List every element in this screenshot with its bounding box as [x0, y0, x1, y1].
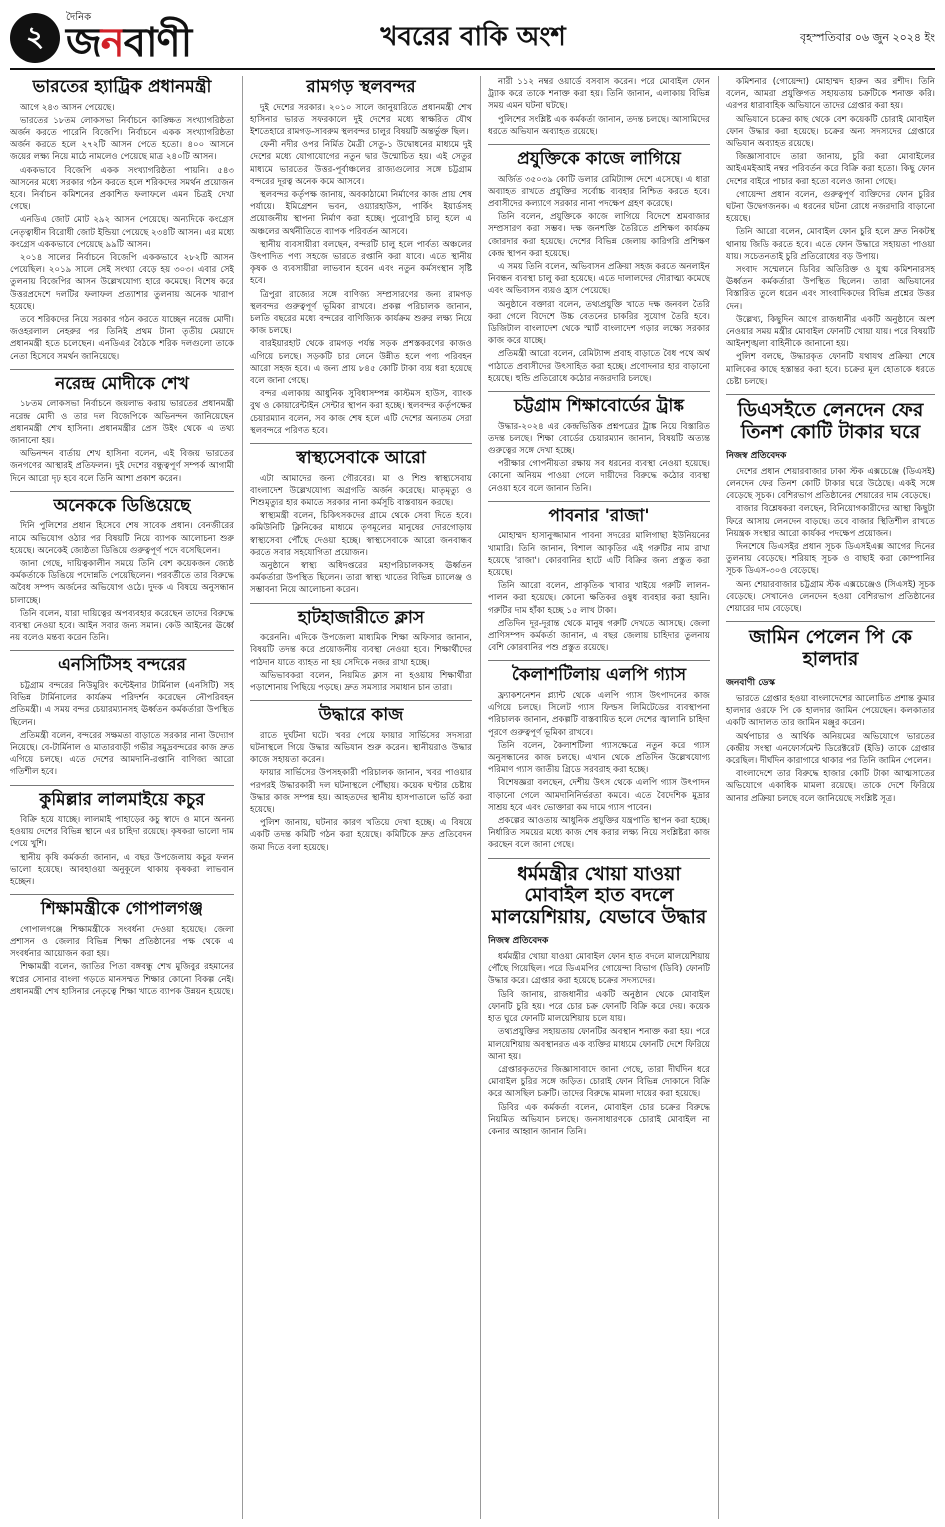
article-paragraph: ১৮তম লোকসভা নির্বাচনে জয়লাভ করায় ভারতের প্রধানমন্ত্রী নরেন্দ্র মোদী ও তার দল বিজেপিকে অভিনন্দন জানিয়েছেন প্রধানমন্ত্রী শেখ হাসিনা। প্রধানমন্ত্রীর প্রেস উইং থেকে এ তথ্য জানানো হয়।	[10, 399, 234, 446]
article-headline: কৈলাশটিলায় এলপি গ্যাস	[511, 665, 687, 686]
article-paragraph: দুই দেশের সরকার। ২০১০ সালে জানুয়ারিতে প্রধানমন্ত্রী শেখ হাসিনার ভারত সফরকালে দুই দেশের মধ্যে স্বাক্ষরিত যৌথ ইশতেহারে রামগড়-সাবরুম স্থলবন্দর চালুর বিষয়টি অন্তর্ভুক্ত ছিল।	[250, 102, 472, 137]
masthead	[10, 8, 935, 70]
article-paragraph: ফায়ার সার্ভিসের উপসহকারী পরিচালক জানান, খবর পাওয়ার পরপরই উদ্ধারকারী দল ঘটনাস্থলে পৌঁছায়। কয়েক ঘণ্টার চেষ্টায় উদ্ধার কাজ সম্পন্ন হয়। আহতদের স্থানীয় হাসপাতালে ভর্তি করা হয়েছে।	[250, 768, 472, 815]
article-divider	[726, 394, 935, 395]
page-number-badge: ২	[10, 13, 60, 63]
article-paragraph: জানা গেছে, দায়িত্বকালীন সময়ে তিনি বেশ কয়েকজন জ্যেষ্ঠ কর্মকর্তাকে ডিঙিয়ে পদোন্নতি পেয়েছিলেন। পরবর্তীতে তার বিরুদ্ধে অবৈধ সম্পদ অর্জনের অভিযোগ ওঠে। দুদক এ বিষয়ে অনুসন্ধান চালাচ্ছে।	[10, 558, 234, 606]
article-divider	[250, 603, 472, 604]
article	[726, 400, 935, 615]
article-body	[250, 632, 472, 694]
article-headline: ধর্মমন্ত্রীর খোয়া যাওয়া মোবাইল হাত বদলে মালয়েশিয়ায়, যেভাবে উদ্ধার	[491, 862, 707, 929]
article-body	[250, 730, 472, 854]
article	[488, 507, 710, 655]
article-paragraph: ফ্র্যাকশনেশন প্ল্যান্ট থেকে এলপি গ্যাস উৎপাদনের কাজ এগিয়ে চলছে। সিলেট গ্যাস ফিল্ডস লিমিটেডের ব্যবস্থাপনা পরিচালক জানান, প্রকল্পটি বাস্তবায়িত হলে দেশের জ্বালানি চাহিদা পূরণে গুরুত্বপূর্ণ ভূমিকা রাখবে।	[488, 690, 710, 738]
article-paragraph: প্রতিমন্ত্রী আরো বলেন, রেমিট্যান্স প্রবাহ বাড়াতে বৈধ পথে অর্থ পাঠাতে প্রবাসীদের উৎসাহিত করা হচ্ছে। প্রণোদনার হার বাড়ানো হয়েছে। হুন্ডি প্রতিরোধে কঠোর নজরদারি চলছে।	[488, 349, 710, 384]
article-headline: অনেককে ডিঙিয়েছে	[53, 495, 191, 516]
article-paragraph: ফেনী নদীর ওপর নির্মিত মৈত্রী সেতু-১ উদ্বোধনের মাধ্যমে দুই দেশের মধ্যে যোগাযোগের নতুন দ্বার উন্মোচিত হয়। এই সেতুর মাধ্যমে ভারতের উত্তর-পূর্বাঞ্চলের রাজ্যগুলোর সঙ্গে চট্টগ্রাম বন্দরের দূরত্ব অনেক কমে আসবে।	[250, 140, 472, 187]
article-body	[10, 102, 234, 363]
column-2	[250, 76, 472, 1519]
article-headline: ডিএসইতে লেনদেন ফের তিনশ কোটি টাকার ঘরে	[737, 399, 924, 443]
article-paragraph: দেশের প্রধান শেয়ারবাজার ঢাকা স্টক এক্সচেঞ্জে (ডিএসই) লেনদেন ফের তিনশ কোটি টাকার ঘরে উঠেছে। একই সঙ্গে বেড়েছে সূচক। বেশিরভাগ প্রতিষ্ঠানের শেয়ারের দাম বেড়েছে।	[726, 466, 935, 502]
article-paragraph: ডিবি জানায়, রাজধানীর একটি অনুষ্ঠান থেকে মোবাইল ফোনটি চুরি হয়। পরে চোর চক্র ফোনটি বিক্রি করে দেয়। কয়েক হাত ঘুরে ফোনটি মালয়েশিয়ায় চলে যায়।	[488, 989, 710, 1025]
article-headline: চট্টগ্রাম শিক্ষাবোর্ডের ট্রাঙ্ক	[513, 396, 684, 417]
article-paragraph: এ সময় তিনি বলেন, অভিবাসন প্রক্রিয়া সহজ করতে অনলাইন নিবন্ধন ব্যবস্থা চালু করা হয়েছে। এতে দালালদের দৌরাত্ম্য কমেছে এবং অভিবাসন ব্যয়ও হ্রাস পেয়েছে।	[488, 261, 710, 297]
article-paragraph: দিনশেষে ডিএসইর প্রধান সূচক ডিএসইএক্স আগের দিনের তুলনায় বেড়েছে। শরিয়াহ সূচক ও বাছাই করা কোম্পানির সূচক ডিএস-৩০ও বেড়েছে।	[726, 541, 935, 577]
article-paragraph: বাজার বিশ্লেষকরা বলছেন, বিনিয়োগকারীদের আস্থা কিছুটা ফিরে আসায় লেনদেন বাড়ছে। তবে বাজার স্থিতিশীল রাখতে নিয়ন্ত্রক সংস্থার আরো কার্যকর পদক্ষেপ প্রয়োজন।	[726, 504, 935, 539]
article-headline: এনসিটিসহ বন্দরের	[57, 655, 186, 676]
article-divider	[488, 391, 710, 392]
article-divider	[488, 858, 710, 859]
article-headline: স্বাস্থ্যসেবাকে আরো	[296, 448, 426, 469]
article-body	[250, 473, 472, 597]
article-divider	[250, 443, 472, 444]
article-paragraph: বারইয়ারহাট থেকে রামগড় পর্যন্ত সড়ক প্রশস্তকরণের কাজও এগিয়ে চলছে। সড়কটি চার লেনে উন্নীত হলে পণ্য পরিবহন আরো সহজ হবে। এ জন্য প্রায় ৮৪৫ কোটি টাকা ব্যয় ধরা হয়েছে বলে জানা গেছে।	[250, 339, 472, 387]
article-paragraph: ত্রিপুরা রাজ্যের সঙ্গে বাণিজ্য সম্প্রসারণের জন্য রামগড় স্থলবন্দর গুরুত্বপূর্ণ ভূমিকা রাখবে। প্রকল্প পরিচালক জানান, চলতি বছরের মধ্যে বন্দরের বাণিজ্যিক কার্যক্রম শুরুর লক্ষ্য নিয়ে কাজ চলছে।	[250, 289, 472, 337]
article-divider	[10, 894, 234, 895]
column-divider	[242, 76, 243, 1519]
article-headline: রামগড় স্থলবন্দর	[306, 77, 416, 97]
article-paragraph: প্রতিমন্ত্রী বলেন, বন্দরের সক্ষমতা বাড়াতে সরকার নানা উদ্যোগ নিয়েছে। বে-টার্মিনাল ও মাতারবাড়ী গভীর সমুদ্রবন্দরের কাজ দ্রুত এগিয়ে চলছে। এতে দেশের আমদানি-রপ্তানি বাণিজ্য আরো গতিশীল হবে।	[10, 730, 234, 778]
article-paragraph: কমিশনার (গোয়েন্দা) মোহাম্মদ হারুন অর রশীদ। তিনি বলেন, আমরা প্রযুক্তিগত সহায়তায় চক্রটিকে শনাক্ত করি। এরপর ধারাবাহিক অভিযানে তাদের গ্রেপ্তার করা হয়।	[726, 77, 935, 112]
article	[250, 449, 472, 597]
article-paragraph: চট্টগ্রাম বন্দরের নিউমুরিং কন্টেইনার টার্মিনাল (এনসিটি) সহ বিভিন্ন টার্মিনালের কার্যক্রম পরিদর্শন করেছেন নৌপরিবহন প্রতিমন্ত্রী। এ সময় বন্দর চেয়ারম্যানসহ ঊর্ধ্বতন কর্মকর্তারা উপস্থিত ছিলেন।	[10, 680, 234, 728]
article-divider	[250, 700, 472, 701]
article-paragraph: তিনি বলেন, যারা দায়িত্বের অপব্যবহার করেছেন তাদের বিরুদ্ধে ব্যবস্থা নেওয়া হবে। আইন সবার জন্য সমান। কেউ আইনের ঊর্ধ্বে নয় বলেও মন্তব্য করেন তিনি।	[10, 608, 234, 644]
newspaper-logo	[66, 12, 192, 66]
article-paragraph: উল্লেখ্য, কিছুদিন আগে রাজধানীর একটি অনুষ্ঠানে অংশ নেওয়ার সময় মন্ত্রীর মোবাইল ফোনটি খোয়া যায়। পরে বিষয়টি আইনশৃঙ্খলা বাহিনীকে জানানো হয়।	[726, 314, 935, 350]
article-body	[726, 693, 935, 805]
article-paragraph: পুলিশের সংশ্লিষ্ট এক কর্মকর্তা জানান, তদন্ত চলছে। আসামিদের ধরতে অভিযান অব্যাহত রয়েছে।	[488, 114, 710, 137]
article	[250, 706, 472, 854]
article-paragraph: ভারতে গ্রেপ্তার হওয়া বাংলাদেশের আলোচিত প্রশান্ত কুমার হালদার ওরফে পি কে হালদার জামিন পেয়েছেন। কলকাতার একটি আদালত তার জামিন মঞ্জুর করেন।	[726, 693, 935, 729]
article-headline: নরেন্দ্র মোদীকে শেখ	[55, 373, 189, 394]
article-body	[10, 814, 234, 888]
article	[726, 76, 935, 388]
article	[250, 78, 472, 437]
article-paragraph: অনুষ্ঠানে বক্তারা বলেন, তথ্যপ্রযুক্তি খাতে দক্ষ জনবল তৈরি করা গেলে বিদেশে উচ্চ বেতনের চাকরির সুযোগ তৈরি হবে। ডিজিটাল বাংলাদেশ থেকে স্মার্ট বাংলাদেশ গড়ার লক্ষ্যে সরকার কাজ করে যাচ্ছে।	[488, 299, 710, 347]
issue-date: বৃহস্পতিবার ০৬ জুন ২০২৪ ইং	[799, 30, 935, 44]
column-divider	[718, 76, 719, 1519]
article-paragraph: বিশেষজ্ঞরা বলছেন, দেশীয় উৎস থেকে এলপি গ্যাস উৎপাদন বাড়ানো গেলে আমদানিনির্ভরতা কমবে। এতে বৈদেশিক মুদ্রার সাশ্রয় হবে এবং ভোক্তারা কম দামে গ্যাস পাবেন।	[488, 778, 710, 813]
article-paragraph: আগে ২৪৩ আসন পেয়েছে।	[20, 102, 115, 113]
article	[488, 666, 710, 851]
article-paragraph: তিনি বলেন, কৈলাশটিলা গ্যাসক্ষেত্রে নতুন করে গ্যাস অনুসন্ধানের কাজ চলছে। এখান থেকে প্রতিদিন উল্লেখযোগ্য পরিমাণ গ্যাস জাতীয় গ্রিডে সরবরাহ করা হচ্ছে।	[488, 740, 710, 776]
logo-tagline: দৈনিক	[66, 12, 92, 23]
article-headline: জামিন পেলেন পি কে হালদার	[749, 626, 912, 671]
article-paragraph: প্রতিদিন দূর-দূরান্ত থেকে মানুষ গরুটি দেখতে আসছে। জেলা প্রাণিসম্পদ কর্মকর্তা জানান, এ বছর জেলায় চাহিদার তুলনায় বেশি কোরবানির পশু প্রস্তুত রয়েছে।	[488, 618, 710, 654]
column-1	[10, 76, 234, 1519]
article-paragraph: এককভাবে বিজেপি একক সংখ্যাগরিষ্ঠতা পায়নি। ৫৪৩ আসনের মধ্যে সরকার গঠন করতে হলে শরিকদের সমর্থন প্রয়োজন হবে। নির্বাচন কমিশনের প্রকাশিত ফলাফলে এমন চিত্রই দেখা গেছে।	[10, 165, 234, 213]
article-paragraph: সংবাদ সম্মেলনে ডিবির অতিরিক্ত ও যুগ্ম কমিশনারসহ ঊর্ধ্বতন কর্মকর্তারা উপস্থিত ছিলেন। তারা অভিযানের বিস্তারিত তুলে ধরেন এবং সাংবাদিকদের বিভিন্ন প্রশ্নের উত্তর দেন।	[726, 265, 935, 312]
article-paragraph: করেননি। এদিকে উপজেলা মাধ্যমিক শিক্ষা অফিসার জানান, বিষয়টি তদন্ত করে প্রয়োজনীয় ব্যবস্থা নেওয়া হবে। শিক্ষার্থীদের পাঠদান যাতে ব্যাহত না হয় সেদিকে নজর রাখা হচ্ছে।	[250, 633, 472, 668]
article-paragraph: গ্রেপ্তারকৃতদের জিজ্ঞাসাবাদে জানা গেছে, তারা দীর্ঘদিন ধরে মোবাইল চুরির সঙ্গে জড়িত। চোরাই ফোন বিভিন্ন দোকানে বিক্রি করে আসছিল চক্রটি। তাদের বিরুদ্ধে মামলা দায়ের করা হয়েছে।	[488, 1064, 710, 1100]
article-headline: পাবনার 'রাজা'	[548, 505, 650, 526]
logo-part-3: বাণী	[123, 20, 192, 66]
article-paragraph: গোপালগঞ্জে শিক্ষামন্ত্রীকে সংবর্ধনা দেওয়া হয়েছে। জেলা প্রশাসন ও জেলার বিভিন্ন শিক্ষা প্রতিষ্ঠানের পক্ষ থেকে এ সংবর্ধনার আয়োজন করা হয়।	[10, 924, 234, 960]
article-paragraph: মোহাম্মদ হাসানুজ্জামান পাবনা সদরের মালিগাছা ইউনিয়নের খামারি। তিনি জানান, বিশাল আকৃতির এই গরুটির নাম রাখা হয়েছে 'রাজা'। কোরবানির হাটে এটি বিক্রির জন্য প্রস্তুত করা হয়েছে।	[488, 531, 710, 578]
article	[726, 627, 935, 805]
article-paragraph: অভিভাবকরা বলেন, নিয়মিত ক্লাস না হওয়ায় শিক্ষার্থীরা পড়াশোনায় পিছিয়ে পড়ছে। দ্রুত সমস্যার সমাধান চান তারা।	[250, 670, 472, 693]
article-body	[488, 690, 710, 852]
article-headline: শিক্ষামন্ত্রীকে গোপালগঞ্জ	[40, 899, 204, 920]
article	[488, 864, 710, 1139]
article-paragraph: তিনি আরো বলেন, প্রাকৃতিক খাবার খাইয়ে গরুটি লালন-পালন করা হয়েছে। কোনো ক্ষতিকর ওষুধ ব্যবহার করা হয়নি। গরুটির দাম হাঁকা হচ্ছে ১৫ লাখ টাকা।	[488, 581, 710, 616]
article-paragraph: তিনি বলেন, প্রযুক্তিকে কাজে লাগিয়ে বিদেশে শ্রমবাজার সম্প্রসারণ করা সম্ভব। দক্ষ জনশক্তি তৈরিতে প্রশিক্ষণ কার্যক্রম জোরদার করা হয়েছে। দেশের বিভিন্ন জেলায় কারিগরি প্রশিক্ষণ কেন্দ্র স্থাপন করা হয়েছে।	[488, 212, 710, 259]
article-divider	[10, 785, 234, 786]
article-paragraph: তবে শরিকদের নিয়ে সরকার গঠন করতে যাচ্ছেন নরেন্দ্র মোদী। জওহরলাল নেহরুর পর তিনিই প্রথম টানা তৃতীয় মেয়াদে প্রধানমন্ত্রী হতে চলেছেন। এনডিএর বৈঠকে শরিক দলগুলো তাকে নেতা হিসেবে সমর্থন জানিয়েছে।	[10, 315, 234, 362]
article-divider	[10, 369, 234, 370]
article-paragraph: দিনি পুলিশের প্রধান হিসেবে শেষ সাবেক প্রধান। বেনজীরের নামে অভিযোগ ওঠার পর বিষয়টি নিয়ে ব্যাপক আলোচনা শুরু হয়েছে। অনেকেই জ্যেষ্ঠতা ডিঙিয়ে গুরুত্বপূর্ণ পদে বসেছিলেন।	[10, 521, 234, 556]
article-body	[10, 398, 234, 484]
article-body	[250, 102, 472, 437]
article-headline: উদ্ধারে কাজ	[318, 705, 404, 726]
article	[10, 791, 234, 889]
article-paragraph: নারী ১১২ নম্বর ওয়ার্ডে বসবাস করেন। পরে মোবাইল ফোন ট্র্যাক করে তাকে শনাক্ত করা হয়। তিনি জানান, এলাকায় বিভিন্ন সময় এমন ঘটনা ঘটছে।	[488, 77, 710, 112]
article-body	[488, 76, 710, 138]
article-paragraph: বিক্রি হয়ে যাচ্ছে। লালমাই পাহাড়ের কচু স্বাদে ও মানে অনন্য হওয়ায় দেশের বিভিন্ন স্থানে এর চাহিদা রয়েছে। কৃষকরা ভালো দাম পেয়ে খুশি।	[10, 815, 234, 850]
article-body	[10, 680, 234, 779]
article-byline: জনবাণী ডেস্ক	[726, 677, 775, 688]
article-columns	[10, 76, 935, 1519]
article	[10, 900, 234, 998]
article-paragraph: অর্জিত ৩৫০৩৯ কোটি ডলার রেমিট্যান্স দেশে এসেছে। এ ধারা অব্যাহত রাখতে প্রযুক্তির সর্বোচ্চ ব্যবহার নিশ্চিত করতে হবে। প্রবাসীদের কল্যাণে সরকার নানা পদক্ষেপ গ্রহণ করেছে।	[488, 174, 710, 209]
article-paragraph: অন্য শেয়ারবাজার চট্টগ্রাম স্টক এক্সচেঞ্জেও (সিএসই) সূচক বেড়েছে। সেখানেও লেনদেন হওয়া বেশিরভাগ প্রতিষ্ঠানের শেয়ারের দাম বেড়েছে।	[726, 579, 935, 614]
article-paragraph: স্থানীয় কৃষি কর্মকর্তা জানান, এ বছর উপজেলায় কচুর ফলন ভালো হয়েছে। আবহাওয়া অনুকূলে থাকায় কৃষকরা লাভবান হচ্ছেন।	[10, 852, 234, 888]
article-paragraph: অনুষ্ঠানে স্বাস্থ্য অধিদপ্তরের মহাপরিচালকসহ ঊর্ধ্বতন কর্মকর্তারা উপস্থিত ছিলেন। তারা স্বাস্থ্য খাতের বিভিন্ন চ্যালেঞ্জ ও সম্ভাবনা নিয়ে আলোচনা করেন।	[250, 561, 472, 596]
article-headline: কুমিল্লার লালমাইয়ে কচুর	[39, 789, 205, 810]
article-byline: নিজস্ব প্রতিবেদক	[726, 450, 787, 461]
article-paragraph: এটা আমাদের জন্য গৌরবের। মা ও শিশু স্বাস্থ্যসেবায় বাংলাদেশ উল্লেখযোগ্য অগ্রগতি অর্জন করেছে। মাতৃমৃত্যু ও শিশুমৃত্যুর হার কমাতে সরকার নানা কর্মসূচি বাস্তবায়ন করছে।	[250, 473, 472, 508]
article-paragraph: বন্দর এলাকায় আধুনিক সুবিধাসম্পন্ন কাস্টমস হাউস, ব্যাংক বুথ ও কোয়ারেন্টাইন সেন্টার স্থাপন করা হচ্ছে। স্থলবন্দর কর্তৃপক্ষের চেয়ারম্যান বলেন, সব কাজ শেষ হলে এটি দেশের অন্যতম সেরা স্থলবন্দরে পরিণত হবে।	[250, 389, 472, 436]
article-body	[488, 951, 710, 1138]
article-headline: ভারতের হ্যাট্রিক প্রধানমন্ত্রী	[32, 77, 212, 97]
article-paragraph: স্থানীয় ব্যবসায়ীরা বলছেন, বন্দরটি চালু হলে পার্বত্য অঞ্চলের উৎপাদিত পণ্য সহজে ভারতে রপ্তানি করা যাবে। এতে স্থানীয় কৃষক ও ব্যবসায়ীরা লাভবান হবেন এবং নতুন কর্মসংস্থান সৃষ্টি হবে।	[250, 239, 472, 287]
article-paragraph: গোয়েন্দা প্রধান বলেন, গুরুত্বপূর্ণ ব্যক্তিদের ফোন চুরির ঘটনা উদ্বেগজনক। এ ধরনের ঘটনা রোধে নজরদারি বাড়ানো হয়েছে।	[726, 189, 935, 225]
article	[10, 656, 234, 778]
article	[488, 150, 710, 385]
article-paragraph: ২০১৪ সালের নির্বাচনে বিজেপি এককভাবে ২৮২টি আসন পেয়েছিল। ২০১৯ সালে সেই সংখ্যা বেড়ে হয় ৩০৩। এবার সেই তুলনায় বিজেপির আসন উল্লেখযোগ্য হারে কমেছে। বিশেষ করে উত্তরপ্রদেশে দলটির ফলাফল প্রত্যাশার তুলনায় অনেক খারাপ হয়েছে।	[10, 252, 234, 312]
column-4	[726, 76, 935, 1519]
article-paragraph: অর্থপাচার ও আর্থিক অনিয়মের অভিযোগে ভারতের কেন্দ্রীয় সংস্থা এনফোর্সমেন্ট ডিরেক্টরেট (ইডি) তাকে গ্রেপ্তার করেছিল। দীর্ঘদিন কারাগারে থাকার পর তিনি জামিন পেলেন।	[726, 731, 935, 766]
article-divider	[726, 621, 935, 622]
article-paragraph: শিক্ষামন্ত্রী বলেন, জাতির পিতা বঙ্গবন্ধু শেখ মুজিবুর রহমানের স্বপ্নের সোনার বাংলা গড়তে মানসম্মত শিক্ষার কোনো বিকল্প নেই। প্রধানমন্ত্রী শেখ হাসিনার নেতৃত্বে শিক্ষা খাতে ব্যাপক উন্নয়ন হয়েছে।	[10, 962, 234, 997]
article-paragraph: পুলিশ বলছে, উদ্ধারকৃত ফোনটি যথাযথ প্রক্রিয়া শেষে মালিকের কাছে হস্তান্তর করা হবে। চক্রের মূল হোতাকে ধরতে চেষ্টা চলছে।	[726, 352, 935, 387]
article-headline: হাটহাজারীতে ক্লাস	[297, 607, 425, 628]
article-body	[488, 530, 710, 654]
article-divider	[488, 660, 710, 661]
article-paragraph: এনডিএ জোট মোট ২৯২ আসন পেয়েছে। অন্যদিকে কংগ্রেস নেতৃত্বাধীন বিরোধী জোট ইন্ডিয়া পেয়েছে ২৩৪টি আসন। এর মধ্যে কংগ্রেস এককভাবে পেয়েছে ৯৯টি আসন।	[10, 215, 234, 250]
article-paragraph: অভিযানে চক্রের কাছ থেকে বেশ কয়েকটি চোরাই মোবাইল ফোন উদ্ধার করা হয়েছে। চক্রের অন্য সদস্যদের গ্রেপ্তারে অভিযান অব্যাহত রয়েছে।	[726, 114, 935, 150]
article	[10, 78, 234, 363]
article-paragraph: পরীক্ষার গোপনীয়তা রক্ষায় সব ধরনের ব্যবস্থা নেওয়া হয়েছে। কোনো অনিয়ম পাওয়া গেলে দায়ীদের বিরুদ্ধে কঠোর ব্যবস্থা নেওয়া হবে বলে জানান তিনি।	[488, 459, 710, 494]
article-body	[488, 421, 710, 495]
article-paragraph: উদ্ধার-২০২৪ এর কেন্দ্রভিত্তিক প্রশ্নপত্রের ট্রাঙ্ক নিয়ে বিস্তারিত তদন্ত চলছে। শিক্ষা বোর্ডের চেয়ারম্যান জানান, বিষয়টি অত্যন্ত গুরুত্বের সঙ্গে দেখা হচ্ছে।	[488, 421, 710, 456]
article-paragraph: জিজ্ঞাসাবাদে তারা জানায়, চুরি করা মোবাইলের আইএমইআই নম্বর পরিবর্তন করে বিক্রি করা হতো। কিছু ফোন দেশের বাইরে পাচার করা হতো বলেও জানা গেছে।	[726, 152, 935, 187]
article-body	[10, 520, 234, 644]
article	[10, 375, 234, 485]
article-divider	[10, 491, 234, 492]
article-paragraph: স্বাস্থ্যমন্ত্রী বলেন, চিকিৎসকদের গ্রামে থেকে সেবা দিতে হবে। কমিউনিটি ক্লিনিকের মাধ্যমে তৃণমূলের মানুষের দোরগোড়ায় স্বাস্থ্যসেবা পৌঁছে দেওয়া হচ্ছে। স্বাস্থ্যসেবাকে আরো জনবান্ধব করতে সবার সহযোগিতা প্রয়োজন।	[250, 511, 472, 558]
article-paragraph: রাতে দুর্ঘটনা ঘটে। খবর পেয়ে ফায়ার সার্ভিসের সদস্যরা ঘটনাস্থলে গিয়ে উদ্ধার অভিযান শুরু করেন। স্থানীয়রাও উদ্ধার কাজে সহায়তা করেন।	[250, 730, 472, 766]
article-paragraph: প্রকল্পের আওতায় আধুনিক প্রযুক্তির যন্ত্রপাতি স্থাপন করা হচ্ছে। নির্ধারিত সময়ের মধ্যে কাজ শেষ করার লক্ষ্য নিয়ে সংশ্লিষ্টরা কাজ করছেন বলে জানা গেছে।	[488, 815, 710, 851]
section-title: খবরের বাকি অংশ	[380, 22, 566, 52]
article-divider	[10, 650, 234, 651]
article-paragraph: তথ্যপ্রযুক্তির সহায়তায় ফোনটির অবস্থান শনাক্ত করা হয়। পরে মালয়েশিয়ায় অবস্থানরত এক ব্যক্তির মাধ্যমে ফোনটি দেশে ফিরিয়ে আনা হয়।	[488, 1027, 710, 1062]
article	[488, 397, 710, 495]
article-headline: প্রযুক্তিকে কাজে লাগিয়ে	[517, 149, 681, 170]
column-divider	[480, 76, 481, 1519]
article-body	[726, 76, 935, 388]
article-byline: নিজস্ব প্রতিবেদক	[488, 936, 549, 947]
article-paragraph: পুলিশ জানায়, ঘটনার কারণ খতিয়ে দেখা হচ্ছে। এ বিষয়ে একটি তদন্ত কমিটি গঠন করা হয়েছে। কমিটিকে দ্রুত প্রতিবেদন জমা দিতে বলা হয়েছে।	[250, 818, 472, 853]
article-paragraph: ভারতের ১৮তম লোকসভা নির্বাচনে কাঙ্ক্ষিত সংখ্যাগরিষ্ঠতা অর্জন করতে পারেনি বিজেপি। নির্বাচনে একক সংখ্যাগরিষ্ঠতা অর্জন করতে হলে ২৭২টি আসন পেতে হতো। ৪০০ আসনে জয়ের লক্ষ্য নিয়ে মাঠে নামলেও পেয়েছে মাত্র ২৪০টি আসন।	[10, 115, 234, 163]
article-paragraph: বাংলাদেশে তার বিরুদ্ধে হাজার কোটি টাকা আত্মসাতের অভিযোগে একাধিক মামলা রয়েছে। তাকে দেশে ফিরিয়ে আনার প্রক্রিয়া চলছে বলে জানিয়েছে সংশ্লিষ্ট সূত্র।	[726, 769, 935, 804]
article-paragraph: অভিনন্দন বার্তায় শেখ হাসিনা বলেন, এই বিজয় ভারতের জনগণের আস্থারই প্রতিফলন। দুই দেশের বন্ধুত্বপূর্ণ সম্পর্ক আগামী দিনে আরো দৃঢ় হবে বলে তিনি আশা প্রকাশ করেন।	[10, 449, 234, 484]
column-3	[488, 76, 710, 1519]
article-body	[488, 174, 710, 385]
article-paragraph: ডিবির এক কর্মকর্তা বলেন, মোবাইল চোর চক্রের বিরুদ্ধে নিয়মিত অভিযান চলছে। জনসাধারণকে চোরাই মোবাইল না কেনার আহ্বান জানান তিনি।	[488, 1102, 710, 1137]
article-paragraph: তিনি আরো বলেন, মোবাইল ফোন চুরি হলে দ্রুত নিকটস্থ থানায় জিডি করতে হবে। এতে ফোন উদ্ধারে সহায়তা পাওয়া যায়। সচেতনতাই চুরি প্রতিরোধের বড় উপায়।	[726, 227, 935, 262]
logo-part-1: জ	[66, 20, 101, 66]
article-paragraph: ধর্মমন্ত্রীর খোয়া যাওয়া মোবাইল ফোন হাত বদলে মালয়েশিয়ায় পৌঁছে গিয়েছিল। পরে ডিএমপির গোয়েন্দা বিভাগ (ডিবি) ফোনটি উদ্ধার করে। গ্রেপ্তার করা হয়েছে চক্রের সদস্যদের।	[488, 952, 710, 987]
article	[250, 609, 472, 695]
article-divider	[488, 501, 710, 502]
article-paragraph: স্থলবন্দর কর্তৃপক্ষ জানায়, অবকাঠামো নির্মাণের কাজ প্রায় শেষ পর্যায়ে। ইমিগ্রেশন ভবন, ওয়্যারহাউস, পার্কিং ইয়ার্ডসহ প্রয়োজনীয় স্থাপনা নির্মাণ করা হচ্ছে। পুরোপুরি চালু হলে এ অঞ্চলের অর্থনীতিতে ব্যাপক পরিবর্তন আসবে।	[250, 189, 472, 237]
article	[10, 497, 234, 645]
article-body	[726, 466, 935, 615]
article	[488, 76, 710, 138]
logo-part-2: ন	[100, 20, 124, 66]
article-divider	[488, 144, 710, 145]
article-body	[10, 924, 234, 998]
